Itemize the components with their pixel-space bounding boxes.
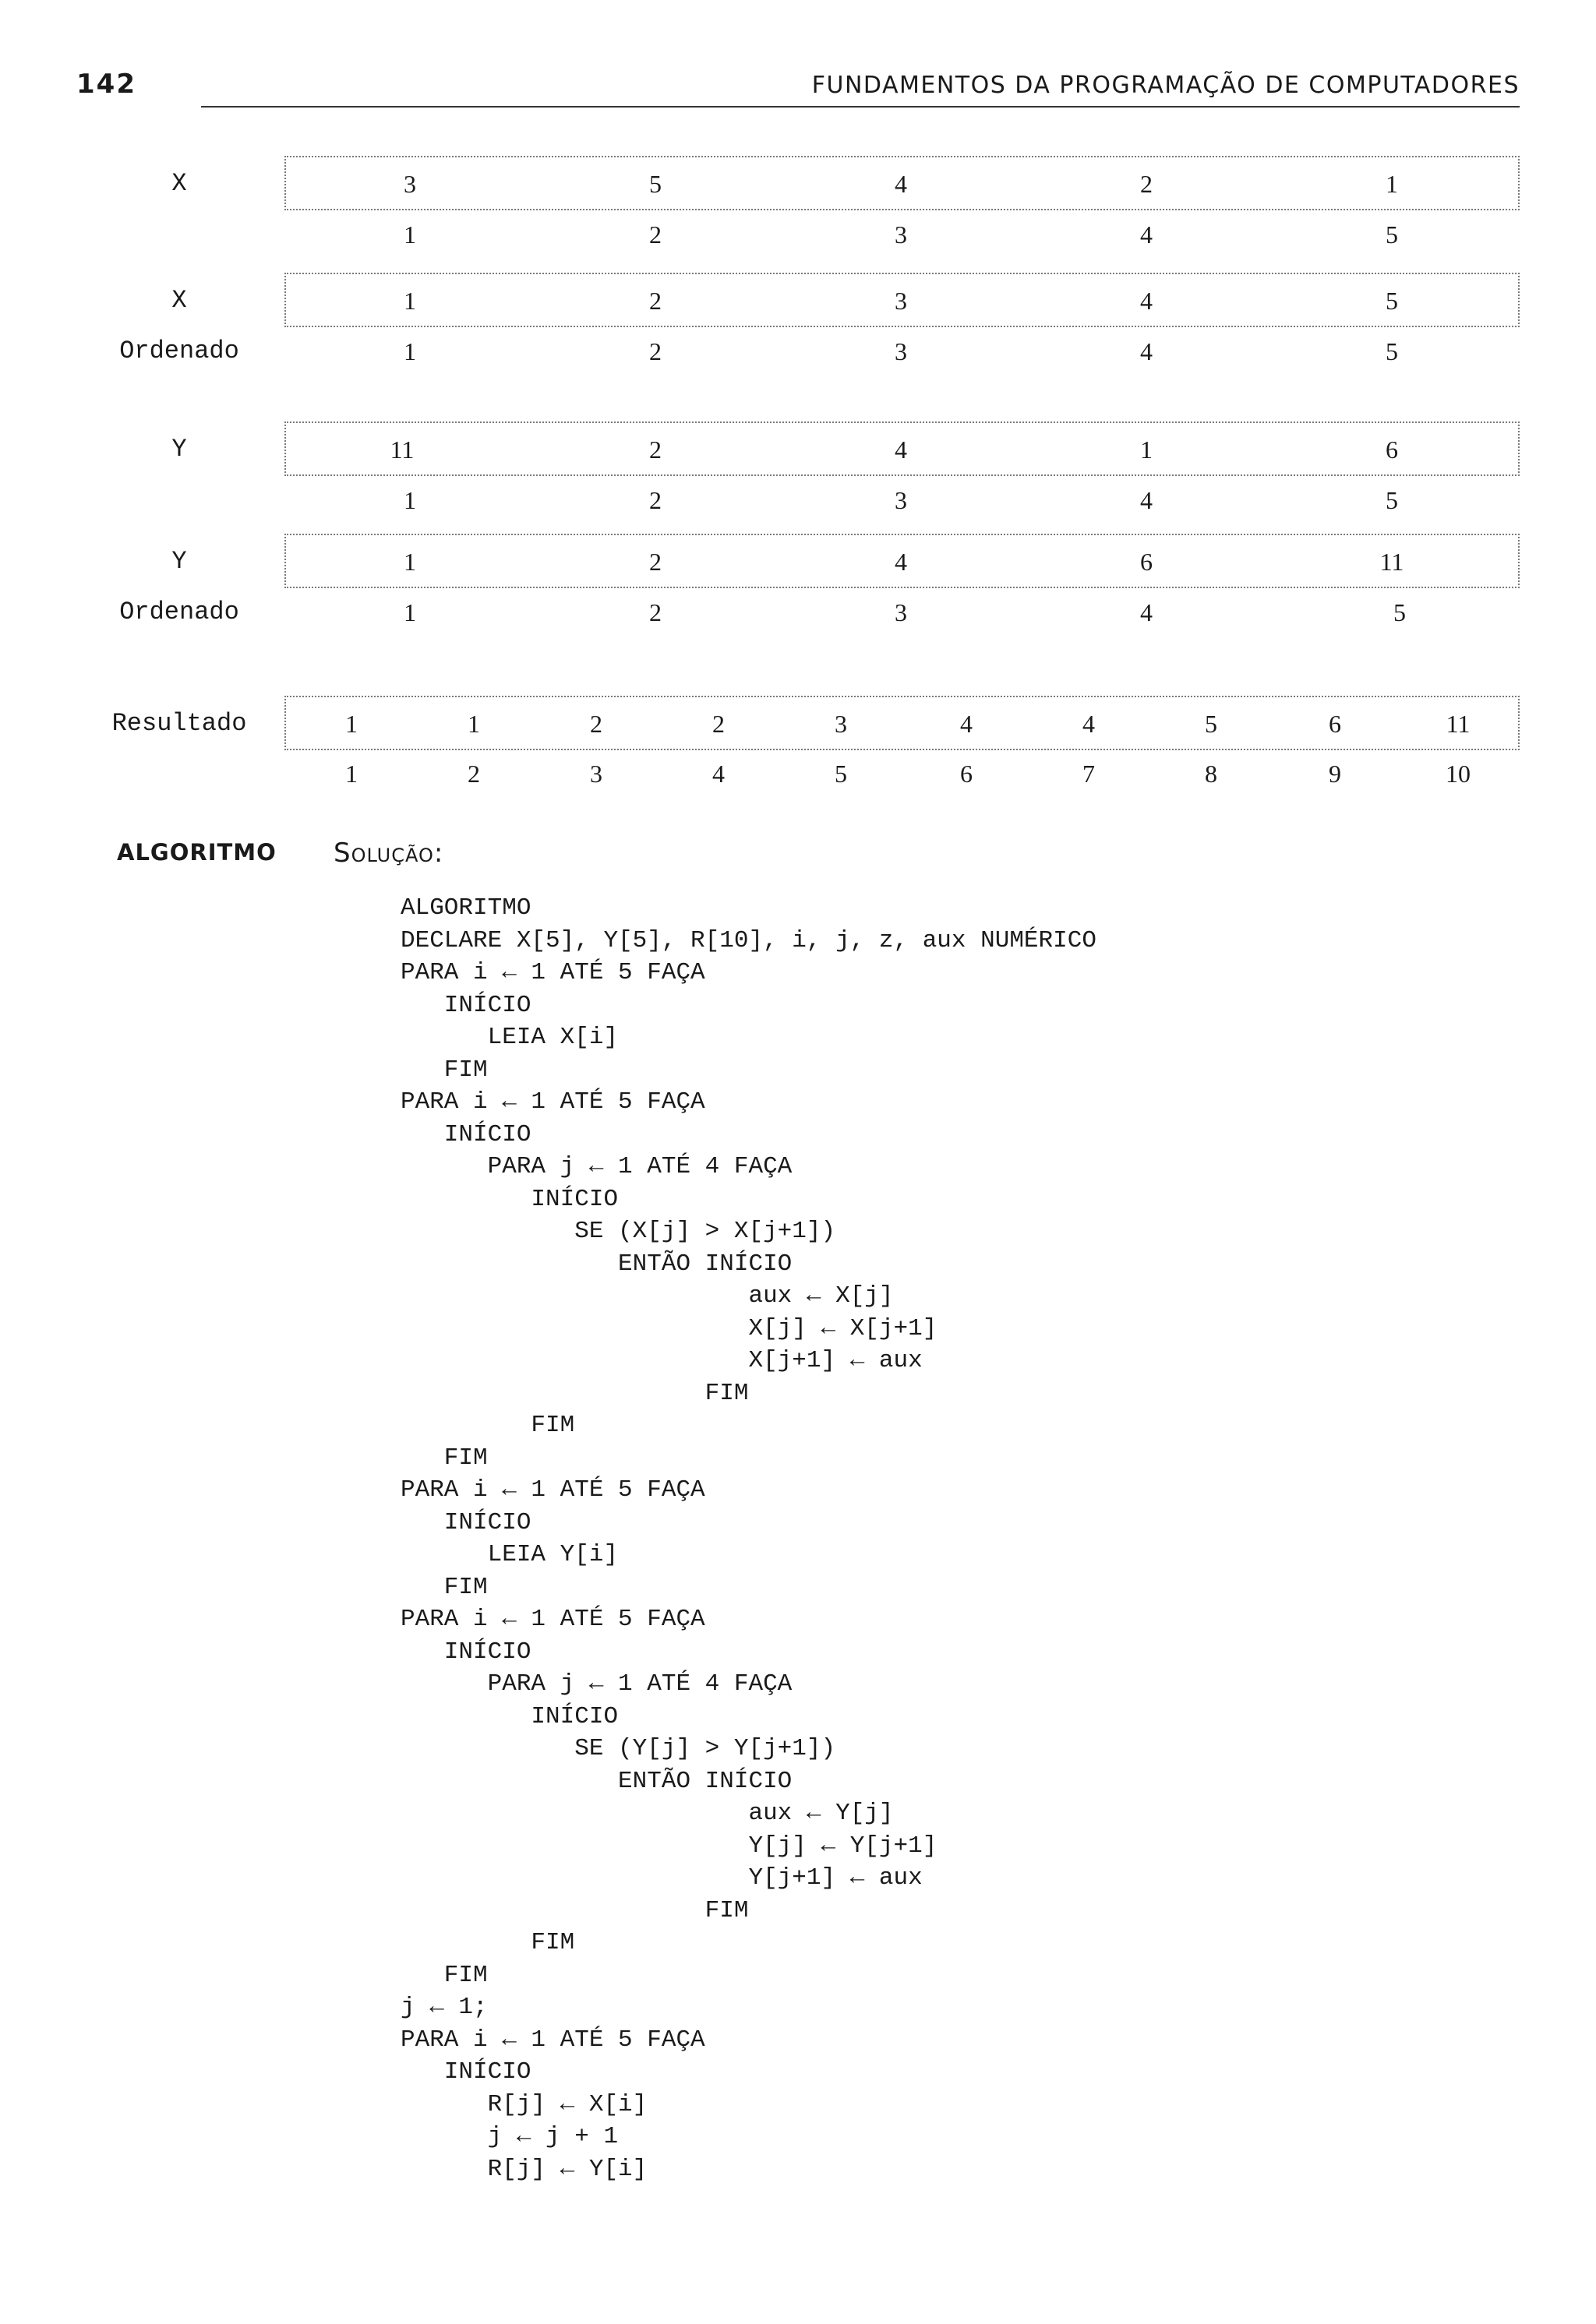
code-line: ALGORITMO	[401, 894, 531, 922]
array-y-index: 4	[1140, 486, 1153, 514]
array-x-sorted-value: 3	[895, 287, 907, 315]
array-y-sorted-label: Y	[171, 547, 187, 576]
array-y-sorted-index: 4	[1140, 598, 1153, 626]
array-y-index: 5	[1386, 486, 1398, 514]
code-line: PARA i ← 1 ATÉ 5 FAÇA	[401, 1606, 705, 1633]
array-result-index: 5	[835, 760, 847, 788]
code-line: PARA i ← 1 ATÉ 5 FAÇA	[401, 1088, 705, 1116]
code-line: PARA i ← 1 ATÉ 5 FAÇA	[401, 1476, 705, 1504]
code-line: LEIA Y[i]	[401, 1541, 619, 1568]
page-number: 142	[76, 69, 136, 100]
array-result-label: Resultado	[111, 709, 247, 738]
array-x-sorted-index: 5	[1386, 337, 1398, 365]
array-result-index: 4	[712, 760, 725, 788]
header-rule	[201, 106, 1520, 108]
array-y-sorted-index: 3	[895, 598, 907, 626]
code-line: INÍCIO	[401, 991, 531, 1019]
code-line: DECLARE X[5], Y[5], R[10], i, j, z, aux NUMÉRICO	[401, 926, 1096, 954]
array-y-value: 11	[390, 436, 415, 464]
array-y-value: 4	[895, 436, 907, 464]
array-result-value: 2	[712, 710, 725, 738]
array-x-index: 4	[1140, 220, 1153, 249]
array-result-value: 11	[1446, 710, 1471, 738]
array-result-value: 6	[1329, 710, 1341, 738]
code-line: INÍCIO	[401, 2058, 531, 2086]
pseudocode-block	[401, 892, 1096, 2185]
code-line: INÍCIO	[401, 1638, 531, 1666]
array-y-index: 1	[404, 486, 416, 514]
array-result-index: 2	[468, 760, 480, 788]
array-result-index: 1	[345, 760, 358, 788]
code-line: aux ← X[j]	[401, 1282, 894, 1310]
array-x-sorted-value: 5	[1386, 287, 1398, 315]
algorithm-section-label: ALGORITMO	[117, 839, 277, 866]
array-result-value: 3	[835, 710, 847, 738]
array-result-index: 6	[960, 760, 973, 788]
code-line: INÍCIO	[401, 1702, 619, 1730]
running-title: FUNDAMENTOS DA PROGRAMAÇÃO DE COMPUTADORES	[811, 72, 1520, 99]
array-y-index: 2	[649, 486, 662, 514]
array-x-value: 3	[404, 170, 416, 198]
code-line: aux ← Y[j]	[401, 1800, 894, 1827]
code-line: SE (Y[j] > Y[j+1])	[401, 1735, 836, 1762]
code-line: FIM	[401, 1444, 488, 1472]
array-x-index: 2	[649, 220, 662, 249]
array-y-value: 2	[649, 436, 662, 464]
code-line: R[j] ← Y[i]	[401, 2155, 648, 2183]
code-line: j ← j + 1	[401, 2123, 619, 2150]
code-line: ENTÃO INÍCIO	[401, 1767, 793, 1795]
array-x-value: 1	[1386, 170, 1398, 198]
code-line: FIM	[401, 1412, 575, 1439]
array-y-sorted-label: Ordenado	[119, 598, 239, 626]
array-result-value: 1	[345, 710, 358, 738]
array-y-value: 1	[1140, 436, 1153, 464]
code-line: INÍCIO	[401, 1120, 531, 1148]
array-x-sorted-label: X	[171, 286, 187, 315]
array-x-sorted-value: 4	[1140, 287, 1153, 315]
array-y-sorted-value: 1	[404, 548, 416, 576]
array-x-sorted-index: 1	[404, 337, 416, 365]
array-y-sorted-value: 11	[1379, 548, 1404, 576]
array-result-value: 5	[1205, 710, 1217, 738]
array-y-value: 6	[1386, 436, 1398, 464]
array-x-sorted-index: 4	[1140, 337, 1153, 365]
array-y-sorted-value: 2	[649, 548, 662, 576]
array-y-sorted-index: 5	[1393, 598, 1406, 626]
code-line: ENTÃO INÍCIO	[401, 1250, 793, 1278]
code-line: PARA j ← 1 ATÉ 4 FAÇA	[401, 1153, 793, 1180]
code-line: PARA i ← 1 ATÉ 5 FAÇA	[401, 959, 705, 986]
array-x-sorted-label: Ordenado	[119, 337, 239, 365]
array-y-sorted-index: 2	[649, 598, 662, 626]
code-line: FIM	[401, 1896, 749, 1924]
array-result-index: 9	[1329, 760, 1341, 788]
code-line: PARA i ← 1 ATÉ 5 FAÇA	[401, 2026, 705, 2054]
array-x-index: 5	[1386, 220, 1398, 249]
array-x-value: 4	[895, 170, 907, 198]
array-x-sorted-value: 1	[404, 287, 416, 315]
array-y-index: 3	[895, 486, 907, 514]
array-result-index: 3	[590, 760, 602, 788]
array-x-sorted-index: 2	[649, 337, 662, 365]
array-result-value: 4	[960, 710, 973, 738]
code-line: FIM	[401, 1379, 749, 1407]
code-line: FIM	[401, 1929, 575, 1956]
array-x-label: X	[171, 169, 187, 198]
array-result-value: 1	[468, 710, 480, 738]
array-x-sorted-value: 2	[649, 287, 662, 315]
code-line: X[j+1] ← aux	[401, 1347, 923, 1374]
code-line: INÍCIO	[401, 1185, 619, 1213]
array-x-index: 3	[895, 220, 907, 249]
code-line: FIM	[401, 1961, 488, 1989]
code-line: LEIA X[i]	[401, 1024, 619, 1051]
array-result-index: 7	[1082, 760, 1095, 788]
array-y-label: Y	[171, 435, 187, 464]
code-line: X[j] ← X[j+1]	[401, 1314, 937, 1342]
array-result-value: 2	[590, 710, 602, 738]
array-x-value: 5	[649, 170, 662, 198]
array-result-index: 10	[1446, 760, 1471, 788]
array-y-sorted-index: 1	[404, 598, 416, 626]
code-line: PARA j ← 1 ATÉ 4 FAÇA	[401, 1670, 793, 1698]
array-x-value: 2	[1140, 170, 1153, 198]
code-line: R[j] ← X[i]	[401, 2090, 648, 2118]
solution-heading: Solução:	[334, 838, 444, 869]
array-result-index: 8	[1205, 760, 1217, 788]
array-result-value: 4	[1082, 710, 1095, 738]
array-x-index: 1	[404, 220, 416, 249]
code-line: j ← 1;	[401, 1994, 488, 2021]
array-y-sorted-value: 6	[1140, 548, 1153, 576]
array-y-sorted-value: 4	[895, 548, 907, 576]
code-line: FIM	[401, 1056, 488, 1084]
code-line: Y[j] ← Y[j+1]	[401, 1832, 937, 1860]
code-line: SE (X[j] > X[j+1])	[401, 1218, 836, 1245]
code-line: Y[j+1] ← aux	[401, 1864, 923, 1892]
code-line: FIM	[401, 1573, 488, 1601]
array-x-sorted-index: 3	[895, 337, 907, 365]
page-header	[76, 69, 1520, 104]
code-line: INÍCIO	[401, 1508, 531, 1536]
